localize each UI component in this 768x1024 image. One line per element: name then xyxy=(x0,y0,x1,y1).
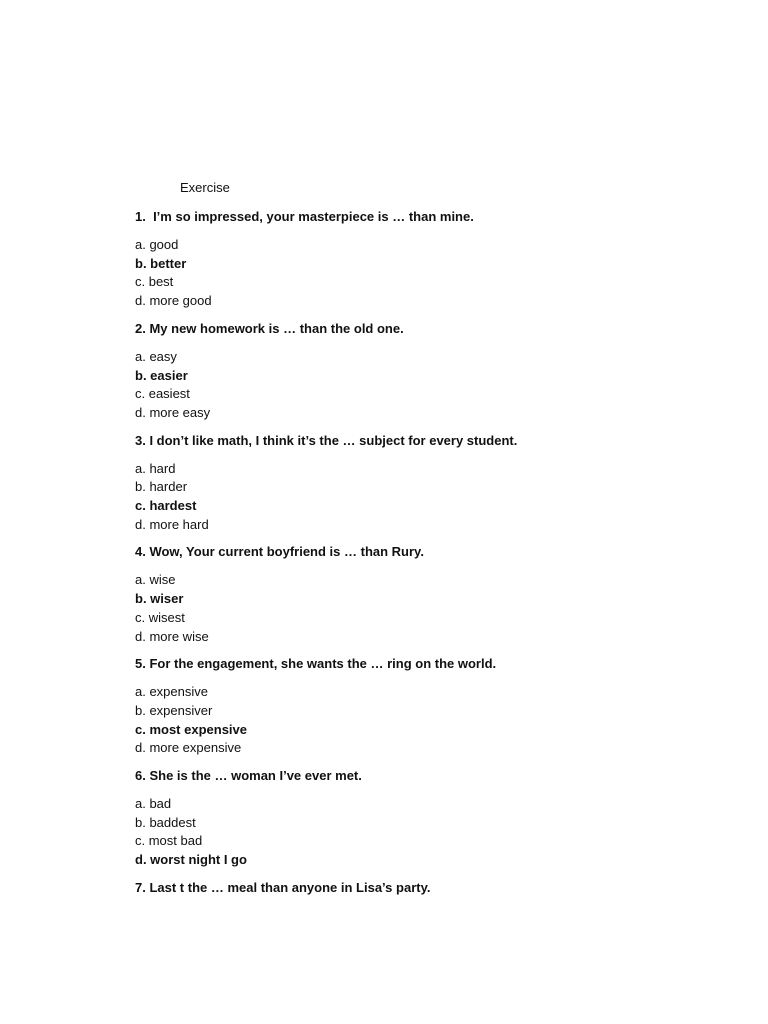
question-text: 4. Wow, Your current boyfriend is … than Rury. xyxy=(135,544,424,560)
answer-option: a. wise xyxy=(135,572,176,588)
answer-option-correct: c. most expensive xyxy=(135,721,247,737)
answer-option: b. harder xyxy=(135,479,188,495)
question-1 xyxy=(135,208,735,311)
answer-option: c. wisest xyxy=(135,609,185,625)
exercise-document xyxy=(135,179,735,907)
answer-option: b. baddest xyxy=(135,814,196,830)
answer-option: a. easy xyxy=(135,348,177,364)
question-3 xyxy=(135,432,735,535)
answer-option-correct: d. worst night I go xyxy=(135,852,247,868)
answer-option: b. expensiver xyxy=(135,702,213,718)
answer-option-correct: b. better xyxy=(135,255,187,271)
answer-option: d. more easy xyxy=(135,404,211,420)
answer-option-correct: b. easier xyxy=(135,367,188,383)
answer-option: a. bad xyxy=(135,796,172,812)
answer-option: a. good xyxy=(135,237,179,252)
answer-option: a. expensive xyxy=(135,684,208,700)
answer-option-correct: b. wiser xyxy=(135,591,184,607)
answer-option: c. easiest xyxy=(135,386,190,402)
question-7 xyxy=(135,879,735,897)
answer-option: d. more good xyxy=(135,293,212,309)
question-text: 6. She is the … woman I’ve ever met. xyxy=(135,768,362,784)
question-text: 5. For the engagement, she wants the … ring on the world. xyxy=(135,656,497,672)
answer-option: a. hard xyxy=(135,460,176,476)
answer-option: d. more hard xyxy=(135,516,209,532)
answer-option: c. best xyxy=(135,274,174,290)
exercise-title: Exercise xyxy=(180,180,230,195)
question-5 xyxy=(135,655,735,758)
question-text: 1. I’m so impressed, your masterpiece is … than mine. xyxy=(135,209,474,224)
question-6 xyxy=(135,767,735,870)
question-4 xyxy=(135,543,735,646)
question-text: 3. I don’t like math, I think it’s the … subject for every student. xyxy=(135,432,518,448)
question-2 xyxy=(135,320,735,423)
answer-option: d. more expensive xyxy=(135,740,242,756)
answer-option-correct: c. hardest xyxy=(135,498,197,514)
question-list xyxy=(135,208,735,897)
answer-option: d. more wise xyxy=(135,628,209,644)
question-text: 7. Last t the … meal than anyone in Lisa’s party. xyxy=(135,879,431,895)
answer-option: c. most bad xyxy=(135,833,203,849)
question-text: 2. My new homework is … than the old one. xyxy=(135,320,404,336)
